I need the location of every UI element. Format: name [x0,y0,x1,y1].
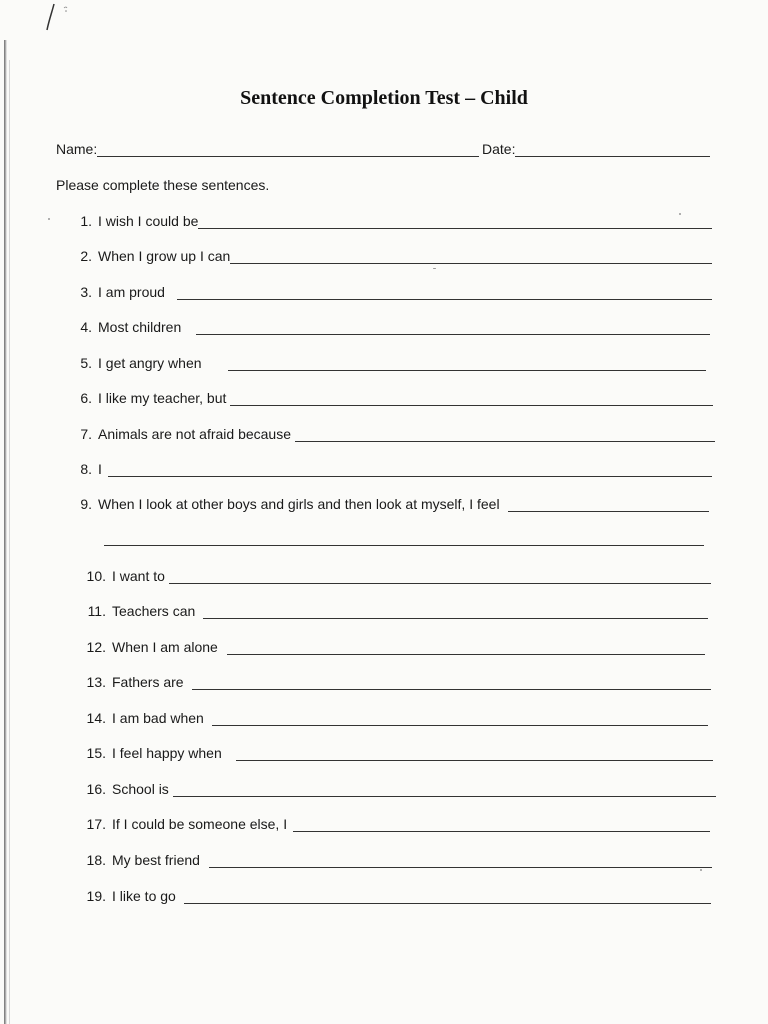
name-field[interactable] [97,142,479,157]
item-number: 2. [80,248,92,264]
page-title: Sentence Completion Test – Child [240,87,528,109]
item-prompt: I am proud [98,284,165,300]
item-number: 5. [80,355,92,371]
item-number: 8. [80,461,92,477]
item-prompt: Fathers are [112,674,184,690]
item-prompt: I wish I could be [98,213,199,229]
item-prompt: If I could be someone else, I [112,816,288,832]
list-item [60,639,705,655]
list-item [60,355,706,371]
item-prompt: When I am alone [112,639,218,655]
date-field-row [482,141,710,157]
answer-line[interactable] [198,216,712,229]
date-label: Date: [482,141,516,157]
item-prompt: I want to [112,568,165,584]
item-prompt: I feel happy when [112,745,222,761]
item-number: 17. [86,816,106,832]
answer-line[interactable] [508,499,709,512]
item-prompt: Animals are not afraid because [98,426,291,442]
item-number: 11. [87,603,106,619]
list-item [60,781,716,797]
item-prompt: When I look at other boys and girls and then look at myself, I feel [98,496,500,512]
item-prompt: School is [112,781,169,797]
list-item [60,213,712,229]
item-prompt: I am bad when [112,710,204,726]
answer-line[interactable] [227,642,705,655]
answer-line[interactable] [184,891,711,904]
item-number: 9. [80,496,92,512]
list-item [60,745,713,761]
name-label: Name: [56,141,98,157]
answer-line[interactable] [293,819,710,832]
list-item [60,284,712,300]
list-item [60,390,713,406]
answer-line[interactable] [192,677,711,690]
item-number: 14. [86,710,106,726]
item-number: 18. [86,852,106,868]
answer-line[interactable] [169,571,711,584]
answer-line[interactable] [236,748,713,761]
list-item [60,888,711,904]
pen-mark-icon [44,2,76,32]
item-number: 6. [80,390,92,406]
item-number: 12. [86,639,106,655]
list-item [60,852,712,868]
item-number: 13. [86,674,106,690]
scan-speck [48,218,50,220]
list-item [60,674,711,690]
list-item [60,816,710,832]
item-prompt: I get angry when [98,355,202,371]
item-number: 1. [80,213,92,229]
list-item [60,319,710,335]
answer-line[interactable] [203,606,708,619]
item-prompt: I like my teacher, but [98,390,227,406]
item-prompt: When I grow up I can [98,248,231,264]
scan-speck [679,213,681,215]
list-item [60,248,712,264]
scan-edge-line [9,60,10,1024]
answer-line[interactable] [173,784,716,797]
item-prompt: Most children [98,319,182,335]
item-number: 19. [86,888,106,904]
name-field-row [56,141,479,157]
list-item [60,568,711,584]
item-number: 10. [86,568,106,584]
answer-line[interactable] [295,429,715,442]
scan-speck [700,869,702,871]
answer-line[interactable] [209,855,712,868]
scan-speck [433,268,436,269]
answer-line[interactable] [230,393,713,406]
item-prompt: Teachers can [112,603,196,619]
list-item [60,461,712,477]
item-number: 4. [80,319,92,335]
scan-edge-shadow [4,40,7,1024]
date-field[interactable] [515,142,710,157]
item-number: 15. [86,745,106,761]
answer-line[interactable] [228,358,706,371]
answer-line[interactable] [108,464,712,477]
item-number: 7. [80,426,92,442]
list-item [60,426,715,442]
item-prompt: I [98,461,102,477]
instructions: Please complete these sentences. [56,177,270,193]
answer-line-continuation[interactable] [104,545,704,546]
list-item [60,496,709,512]
item-prompt: I like to go [112,888,176,904]
list-item [60,710,708,726]
answer-line[interactable] [230,251,712,264]
item-number: 16. [86,781,106,797]
answer-line[interactable] [177,287,712,300]
item-prompt: My best friend [112,852,200,868]
list-item [60,603,708,619]
item-number: 3. [80,284,92,300]
answer-line[interactable] [196,322,710,335]
answer-line[interactable] [212,713,708,726]
